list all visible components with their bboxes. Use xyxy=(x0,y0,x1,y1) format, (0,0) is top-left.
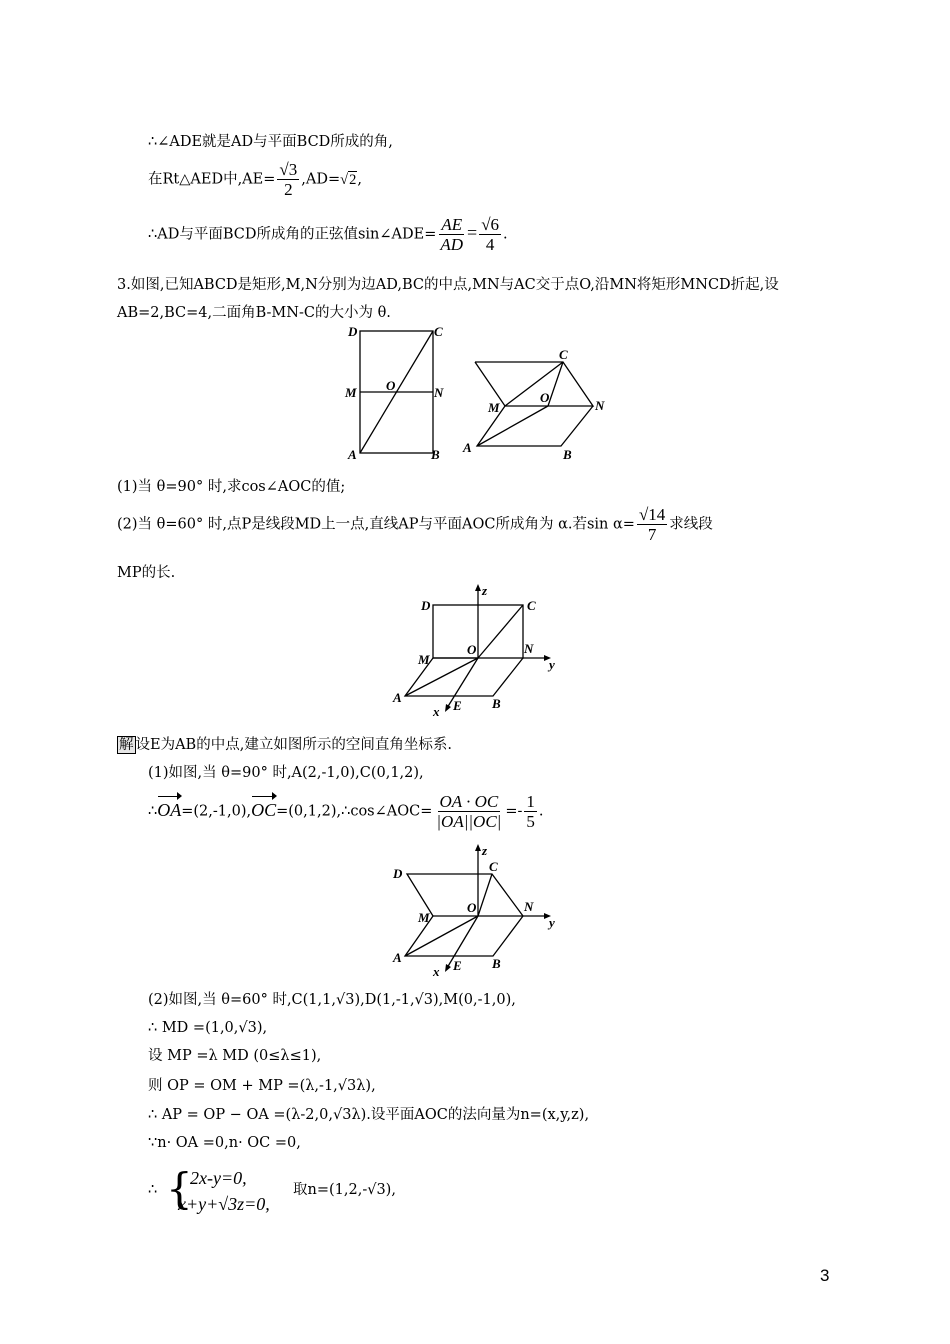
text-line-rt-triangle xyxy=(148,160,362,199)
figure-coordinate-60 xyxy=(385,840,565,980)
solution-mp-lambda: 设 MP =λ MD (0≤λ≤1), xyxy=(148,1048,322,1064)
figure-folded-rectangle xyxy=(455,342,615,462)
ae-numerator: √3 xyxy=(279,160,298,179)
segment-ao xyxy=(405,916,478,956)
ad-radicand: 2 xyxy=(349,171,357,188)
sqrt14-denominator: 7 xyxy=(647,525,657,544)
label-c: C xyxy=(489,859,498,874)
figure-rectangle-abcd xyxy=(340,322,450,462)
solution-op-vector: 则 OP = OM + MP =(λ,-1,√3λ), xyxy=(148,1078,376,1094)
label-c: C xyxy=(527,598,536,613)
label-e: E xyxy=(453,958,462,973)
solution-intro-text: 设E为AB的中点,建立如图所示的空间直角坐标系. xyxy=(135,737,452,753)
result-denominator: 5 xyxy=(526,812,535,831)
label-c: C xyxy=(434,324,443,339)
label-n: N xyxy=(524,641,534,656)
label-z: z xyxy=(482,583,488,598)
text-line-sine-value xyxy=(148,215,508,254)
question-2 xyxy=(117,505,713,544)
ae-ad-fraction xyxy=(438,215,465,254)
label-m: M xyxy=(418,652,430,667)
ae-fraction xyxy=(277,160,299,199)
problem-3-statement: 3.如图,已知ABCD是矩形,M,N分别为边AD,BC的中点,MN与AC交于点O,沿MN将矩形MNCD折起,设 xyxy=(117,277,779,293)
therefore-symbol: ∴ xyxy=(148,803,158,820)
label-c: C xyxy=(559,347,568,362)
ad-sqrt: √2 xyxy=(340,171,357,188)
l3-end: . xyxy=(503,226,508,243)
label-a: A xyxy=(393,950,402,965)
sqrt6-fraction xyxy=(479,215,501,254)
label-a: A xyxy=(393,690,402,705)
label-y: y xyxy=(549,915,555,930)
label-m: M xyxy=(488,400,500,415)
normal-vector-choice: 取n=(1,2,-√3), xyxy=(293,1182,396,1198)
segment-oc xyxy=(478,874,492,916)
x-arrow xyxy=(445,964,451,972)
segment-mc xyxy=(505,362,563,406)
solution-ap-normal: ∴ AP = OP − OA =(λ-2,0,√3λ).设平面AOC的法向量为n=(x,y,z), xyxy=(148,1107,590,1123)
vector-oc: OC xyxy=(251,793,276,820)
solution-vectors-cos xyxy=(148,792,544,831)
label-o: O xyxy=(467,642,477,657)
segment-ao xyxy=(405,658,478,696)
equals-sign: = xyxy=(467,222,478,243)
label-d: D xyxy=(393,866,403,881)
system-eq2: x+y+√3z=0, xyxy=(178,1194,270,1214)
label-d: D xyxy=(421,598,431,613)
label-b: B xyxy=(492,696,501,711)
solution-dot-products: ∵n· OA =0,n· OC =0, xyxy=(148,1135,301,1151)
cos-denominator: |OA||OC| xyxy=(436,812,502,831)
system-eq1: 2x-y=0, xyxy=(190,1168,247,1188)
label-z: z xyxy=(482,843,488,858)
z-arrow xyxy=(475,584,481,591)
cos-result-sign: =- xyxy=(505,803,523,820)
label-o: O xyxy=(467,900,477,915)
label-b: B xyxy=(563,447,572,462)
label-n: N xyxy=(434,385,444,400)
label-x: x xyxy=(433,964,440,979)
solution-md-vector: ∴ MD =(1,0,√3), xyxy=(148,1020,268,1036)
label-n: N xyxy=(595,398,605,413)
page-number: 3 xyxy=(820,1266,830,1285)
x-arrow xyxy=(445,704,451,712)
figure-coordinate-90 xyxy=(385,580,565,720)
solution-intro xyxy=(117,735,452,755)
ae-ad-denominator: AD xyxy=(440,235,464,254)
question-2-cont: MP的长. xyxy=(117,565,176,581)
q2-text: (2)当 θ=60° 时,点P是线段MD上一点,直线AP与平面AOC所成角为 α.若sin α= xyxy=(117,516,635,533)
result-fraction xyxy=(524,792,537,831)
label-e: E xyxy=(453,698,462,713)
label-o: O xyxy=(540,390,550,405)
sqrt14-fraction xyxy=(637,505,667,544)
solution-part-2: (2)如图,当 θ=60° 时,C(1,1,√3),D(1,-1,√3),M(0,-1,0), xyxy=(148,992,516,1008)
label-n: N xyxy=(524,899,534,914)
solution-part-1: (1)如图,当 θ=90° 时,A(2,-1,0),C(0,1,2), xyxy=(148,765,424,781)
z-arrow xyxy=(475,844,481,851)
vector-oa-value: =(2,-1,0), xyxy=(181,803,252,820)
vector-oa: OA xyxy=(157,793,181,820)
l2-end: , xyxy=(357,171,362,188)
rt-prefix: 在Rt△AED中,AE= xyxy=(148,171,276,188)
segment-oc xyxy=(548,362,563,406)
vector-oc-value: =(0,1,2),∴cos∠AOC= xyxy=(276,803,433,820)
label-b: B xyxy=(431,447,440,462)
label-a: A xyxy=(463,440,472,455)
sqrt6-numerator: √6 xyxy=(481,215,500,234)
sine-prefix: ∴AD与平面BCD所成角的正弦值sin∠ADE= xyxy=(148,226,437,243)
ae-denominator: 2 xyxy=(284,180,293,199)
label-o: O xyxy=(386,378,396,393)
system-brace: { xyxy=(166,1164,193,1213)
text-line-ade-angle: ∴∠ADE就是AD与平面BCD所成的角, xyxy=(148,134,393,150)
sqrt6-denominator: 4 xyxy=(485,235,495,254)
cos-numerator: OA · OC xyxy=(439,792,499,811)
ae-ad-numerator: AE xyxy=(441,215,463,234)
system-therefore: ∴ xyxy=(148,1182,158,1198)
label-m: M xyxy=(418,910,430,925)
label-y: y xyxy=(549,657,555,672)
solution-tag: 解 xyxy=(119,737,134,753)
sqrt14-numerator: √14 xyxy=(638,505,666,524)
cos-fraction xyxy=(434,792,503,831)
segment-oc xyxy=(478,605,523,658)
ad-label: ,AD= xyxy=(301,171,341,188)
s2-end: . xyxy=(538,803,544,820)
label-d: D xyxy=(348,324,358,339)
label-x: x xyxy=(433,704,440,719)
q2-tail: 求线段 xyxy=(669,516,713,533)
result-numerator: 1 xyxy=(526,792,535,811)
question-1: (1)当 θ=90° 时,求cos∠AOC的值; xyxy=(117,479,346,495)
label-b: B xyxy=(492,956,501,971)
label-m: M xyxy=(345,385,357,400)
label-a: A xyxy=(348,447,357,462)
problem-3-statement-cont: AB=2,BC=4,二面角B-MN-C的大小为 θ. xyxy=(117,305,391,321)
